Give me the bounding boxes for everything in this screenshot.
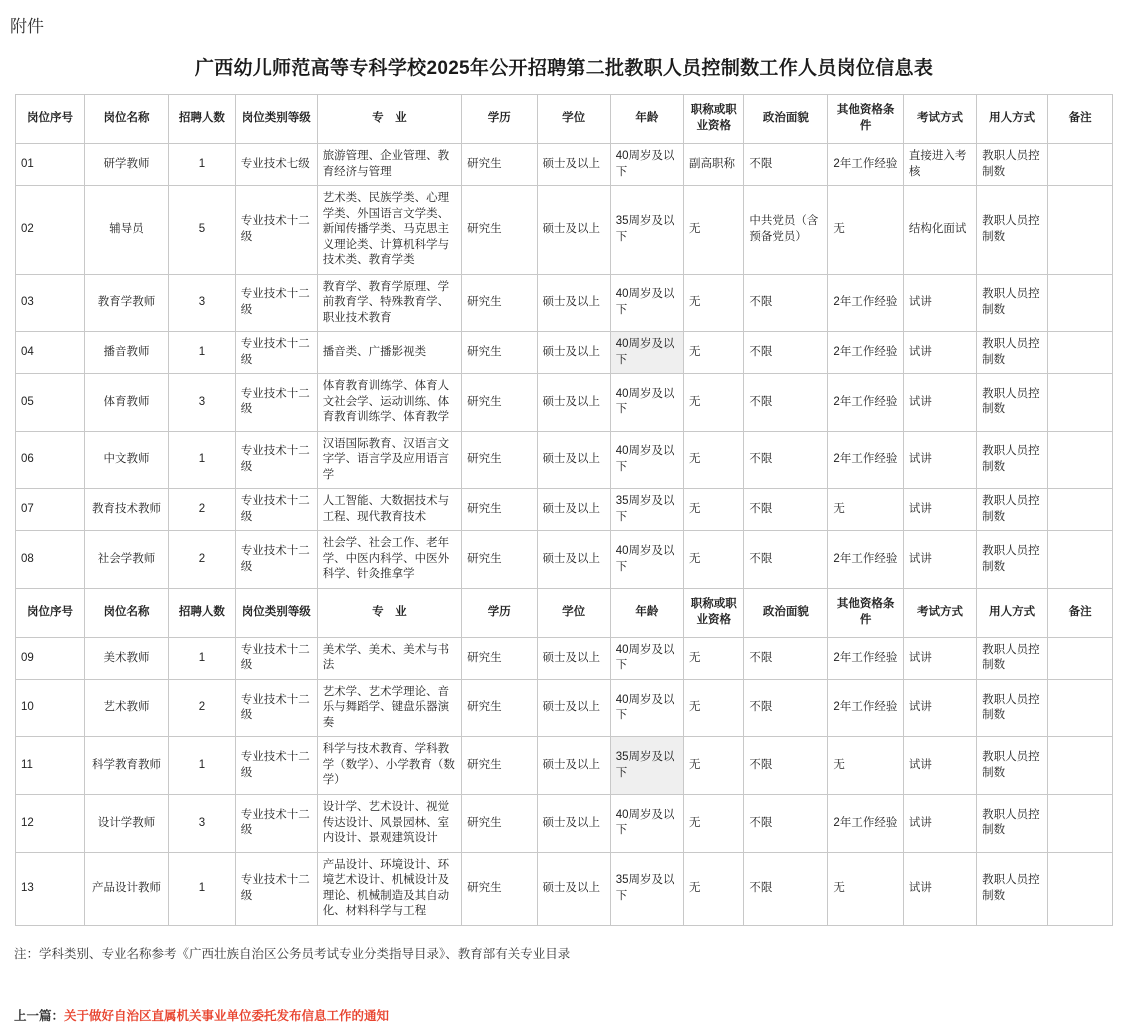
cell-degree: 硕士及以上: [537, 637, 610, 679]
cell-major: 艺术学、艺术学理论、音乐与舞蹈学、键盘乐器演奏: [317, 679, 461, 737]
cell-title-cert: 无: [684, 332, 744, 374]
col-header-post-2: 岗位名称: [84, 588, 168, 637]
cell-title-cert: 无: [684, 637, 744, 679]
cell-age: 35周岁及以下: [610, 737, 683, 795]
cell-education: 研究生: [462, 637, 537, 679]
cell-age: 40周岁及以下: [610, 144, 683, 186]
table-row: [16, 186, 1113, 275]
cell-employment: 教职人员控制数: [977, 431, 1048, 489]
table-row: [16, 274, 1113, 332]
cell-education: 研究生: [462, 794, 537, 852]
cell-exam: 试讲: [903, 531, 976, 589]
cell-major: 教育学、教育学原理、学前教育学、特殊教育学、职业技术教育: [317, 274, 461, 332]
cell-age: 40周岁及以下: [610, 274, 683, 332]
cell-politics: 不限: [744, 637, 828, 679]
cell-employment: 教职人员控制数: [977, 186, 1048, 275]
cell-degree: 硕士及以上: [537, 332, 610, 374]
cell-remark: [1048, 794, 1113, 852]
cell-exam: 试讲: [903, 489, 976, 531]
col-header-exam: 考试方式: [903, 95, 976, 144]
cell-count: 3: [169, 274, 236, 332]
cell-employment: 教职人员控制数: [977, 679, 1048, 737]
cell-other: 无: [828, 737, 903, 795]
col-header-education: 学历: [462, 95, 537, 144]
cell-post: 研学教师: [84, 144, 168, 186]
table-row: [16, 737, 1113, 795]
cell-age: 35周岁及以下: [610, 852, 683, 925]
col-header-employment: 用人方式: [977, 95, 1048, 144]
cell-level: 专业技术十二级: [235, 531, 317, 589]
cell-politics: 不限: [744, 431, 828, 489]
cell-politics: 不限: [744, 144, 828, 186]
cell-employment: 教职人员控制数: [977, 489, 1048, 531]
cell-major: 体育教育训练学、体育人文社会学、运动训练、体育教育训练学、体育教学: [317, 374, 461, 432]
cell-post: 科学教育教师: [84, 737, 168, 795]
cell-title-cert: 无: [684, 274, 744, 332]
cell-education: 研究生: [462, 186, 537, 275]
col-header-title-cert: 职称或职业资格: [684, 95, 744, 144]
cell-other: 2年工作经验: [828, 531, 903, 589]
cell-exam: 试讲: [903, 737, 976, 795]
cell-politics: 不限: [744, 274, 828, 332]
table-note: 注：学科类别、专业名称参考《广西壮族自治区公务员考试专业分类指导目录》、教育部有关专业目录: [14, 946, 571, 961]
cell-age: 40周岁及以下: [610, 332, 683, 374]
table-row: [16, 794, 1113, 852]
cell-title-cert: 无: [684, 852, 744, 925]
col-header-count: 招聘人数: [169, 95, 236, 144]
footer-navigation: [14, 1006, 1128, 1024]
col-header-level-2: 岗位类别等级: [235, 588, 317, 637]
cell-count: 3: [169, 794, 236, 852]
cell-level: 专业技术十二级: [235, 431, 317, 489]
cell-no: 10: [16, 679, 85, 737]
cell-remark: [1048, 274, 1113, 332]
cell-degree: 硕士及以上: [537, 374, 610, 432]
cell-degree: 硕士及以上: [537, 274, 610, 332]
cell-level: 专业技术十二级: [235, 794, 317, 852]
cell-post: 社会学教师: [84, 531, 168, 589]
col-header-major: 专 业: [317, 95, 461, 144]
cell-no: 06: [16, 431, 85, 489]
cell-count: 1: [169, 431, 236, 489]
table-row: [16, 852, 1113, 925]
cell-title-cert: 无: [684, 679, 744, 737]
cell-degree: 硕士及以上: [537, 431, 610, 489]
cell-title-cert: 无: [684, 531, 744, 589]
cell-count: 2: [169, 489, 236, 531]
cell-degree: 硕士及以上: [537, 186, 610, 275]
cell-remark: [1048, 679, 1113, 737]
cell-education: 研究生: [462, 144, 537, 186]
cell-count: 2: [169, 531, 236, 589]
cell-exam: 试讲: [903, 794, 976, 852]
cell-employment: 教职人员控制数: [977, 794, 1048, 852]
col-header-level: 岗位类别等级: [235, 95, 317, 144]
cell-no: 04: [16, 332, 85, 374]
cell-other: 无: [828, 489, 903, 531]
cell-degree: 硕士及以上: [537, 489, 610, 531]
table-row: [16, 431, 1113, 489]
cell-politics: 不限: [744, 852, 828, 925]
cell-count: 2: [169, 679, 236, 737]
col-header-no: 岗位序号: [16, 95, 85, 144]
cell-politics: 中共党员（含预备党员）: [744, 186, 828, 275]
cell-major: 设计学、艺术设计、视觉传达设计、风景园林、室内设计、景观建筑设计: [317, 794, 461, 852]
cell-politics: 不限: [744, 332, 828, 374]
cell-employment: 教职人员控制数: [977, 274, 1048, 332]
col-header-remark: 备注: [1048, 95, 1113, 144]
cell-employment: 教职人员控制数: [977, 637, 1048, 679]
cell-age: 40周岁及以下: [610, 794, 683, 852]
cell-title-cert: 无: [684, 431, 744, 489]
cell-remark: [1048, 144, 1113, 186]
cell-major: 播音类、广播影视类: [317, 332, 461, 374]
cell-employment: 教职人员控制数: [977, 737, 1048, 795]
cell-major: 旅游管理、企业管理、教育经济与管理: [317, 144, 461, 186]
cell-major: 艺术类、民族学类、心理学类、外国语言文学类、新闻传播学类、马克思主义理论类、计算机科学与技术类、教育学类: [317, 186, 461, 275]
cell-politics: 不限: [744, 679, 828, 737]
cell-post: 播音教师: [84, 332, 168, 374]
cell-post: 产品设计教师: [84, 852, 168, 925]
col-header-politics: 政治面貌: [744, 95, 828, 144]
cell-exam: 结构化面试: [903, 186, 976, 275]
cell-degree: 硕士及以上: [537, 144, 610, 186]
cell-post: 教育技术教师: [84, 489, 168, 531]
table-row: [16, 374, 1113, 432]
cell-politics: 不限: [744, 374, 828, 432]
cell-age: 40周岁及以下: [610, 531, 683, 589]
cell-count: 1: [169, 332, 236, 374]
cell-exam: 试讲: [903, 852, 976, 925]
cell-major: 社会学、社会工作、老年学、中医内科学、中医外科学、针灸推拿学: [317, 531, 461, 589]
cell-other: 无: [828, 186, 903, 275]
cell-exam: 试讲: [903, 637, 976, 679]
cell-other: 无: [828, 852, 903, 925]
cell-title-cert: 无: [684, 737, 744, 795]
attachment-label: 附件: [10, 17, 44, 36]
cell-education: 研究生: [462, 531, 537, 589]
cell-post: 设计学教师: [84, 794, 168, 852]
col-header-degree: 学位: [537, 95, 610, 144]
cell-post: 辅导员: [84, 186, 168, 275]
cell-other: 2年工作经验: [828, 274, 903, 332]
col-header-title-cert-2: 职称或职业资格: [684, 588, 744, 637]
cell-count: 1: [169, 637, 236, 679]
cell-remark: [1048, 332, 1113, 374]
cell-exam: 试讲: [903, 274, 976, 332]
table-row: [16, 531, 1113, 589]
cell-other: 2年工作经验: [828, 431, 903, 489]
cell-count: 1: [169, 852, 236, 925]
cell-level: 专业技术十二级: [235, 737, 317, 795]
cell-level: 专业技术十二级: [235, 637, 317, 679]
cell-no: 12: [16, 794, 85, 852]
cell-level: 专业技术十二级: [235, 489, 317, 531]
cell-education: 研究生: [462, 274, 537, 332]
cell-education: 研究生: [462, 679, 537, 737]
cell-level: 专业技术十二级: [235, 374, 317, 432]
cell-exam: 试讲: [903, 431, 976, 489]
cell-remark: [1048, 489, 1113, 531]
cell-age: 40周岁及以下: [610, 637, 683, 679]
cell-no: 03: [16, 274, 85, 332]
cell-degree: 硕士及以上: [537, 679, 610, 737]
cell-post: 艺术教师: [84, 679, 168, 737]
prev-article-label: 上一篇：: [14, 1008, 65, 1023]
cell-count: 3: [169, 374, 236, 432]
cell-level: 专业技术十二级: [235, 852, 317, 925]
col-header-education-2: 学历: [462, 588, 537, 637]
cell-major: 科学与技术教育、学科教学（数学）、小学教育（数学）: [317, 737, 461, 795]
cell-degree: 硕士及以上: [537, 531, 610, 589]
cell-remark: [1048, 737, 1113, 795]
cell-title-cert: 无: [684, 794, 744, 852]
cell-title-cert: 无: [684, 186, 744, 275]
cell-employment: 教职人员控制数: [977, 531, 1048, 589]
cell-degree: 硕士及以上: [537, 737, 610, 795]
cell-age: 40周岁及以下: [610, 679, 683, 737]
table-header-row-2: [16, 588, 1113, 637]
col-header-degree-2: 学位: [537, 588, 610, 637]
col-header-other: 其他资格条件: [828, 95, 903, 144]
cell-title-cert: 副高职称: [684, 144, 744, 186]
cell-no: 11: [16, 737, 85, 795]
cell-exam: 直接进入考核: [903, 144, 976, 186]
cell-age: 40周岁及以下: [610, 374, 683, 432]
col-header-age: 年龄: [610, 95, 683, 144]
job-positions-table: [15, 94, 1113, 926]
col-header-age-2: 年龄: [610, 588, 683, 637]
col-header-exam-2: 考试方式: [903, 588, 976, 637]
cell-age: 40周岁及以下: [610, 431, 683, 489]
cell-exam: 试讲: [903, 679, 976, 737]
cell-level: 专业技术十二级: [235, 679, 317, 737]
cell-education: 研究生: [462, 332, 537, 374]
cell-remark: [1048, 852, 1113, 925]
cell-employment: 教职人员控制数: [977, 332, 1048, 374]
cell-exam: 试讲: [903, 332, 976, 374]
table-header-row-1: [16, 95, 1113, 144]
col-header-remark-2: 备注: [1048, 588, 1113, 637]
cell-other: 2年工作经验: [828, 144, 903, 186]
cell-no: 07: [16, 489, 85, 531]
col-header-other-2: 其他资格条件: [828, 588, 903, 637]
cell-education: 研究生: [462, 374, 537, 432]
cell-age: 35周岁及以下: [610, 489, 683, 531]
col-header-employment-2: 用人方式: [977, 588, 1048, 637]
cell-other: 2年工作经验: [828, 679, 903, 737]
cell-no: 13: [16, 852, 85, 925]
cell-level: 专业技术十二级: [235, 332, 317, 374]
cell-no: 02: [16, 186, 85, 275]
cell-remark: [1048, 531, 1113, 589]
table-row: [16, 144, 1113, 186]
cell-major: 汉语国际教育、汉语言文字学、语言学及应用语言学: [317, 431, 461, 489]
table-row: [16, 637, 1113, 679]
cell-title-cert: 无: [684, 489, 744, 531]
cell-count: 5: [169, 186, 236, 275]
cell-major: 美术学、美术、美术与书法: [317, 637, 461, 679]
table-row: [16, 489, 1113, 531]
page-title: 广西幼儿师范高等专科学校2025年公开招聘第二批教职人员控制数工作人员岗位信息表: [194, 58, 934, 79]
col-header-post: 岗位名称: [84, 95, 168, 144]
table-row: [16, 679, 1113, 737]
table-body-part2: [16, 637, 1113, 925]
col-header-major-2: 专 业: [317, 588, 461, 637]
cell-politics: 不限: [744, 489, 828, 531]
cell-count: 1: [169, 144, 236, 186]
col-header-count-2: 招聘人数: [169, 588, 236, 637]
cell-remark: [1048, 637, 1113, 679]
cell-employment: 教职人员控制数: [977, 852, 1048, 925]
cell-education: 研究生: [462, 489, 537, 531]
cell-remark: [1048, 431, 1113, 489]
col-header-no-2: 岗位序号: [16, 588, 85, 637]
cell-other: 2年工作经验: [828, 637, 903, 679]
cell-no: 05: [16, 374, 85, 432]
cell-remark: [1048, 374, 1113, 432]
cell-count: 1: [169, 737, 236, 795]
cell-level: 专业技术十二级: [235, 186, 317, 275]
cell-education: 研究生: [462, 737, 537, 795]
table-row: [16, 332, 1113, 374]
cell-politics: 不限: [744, 531, 828, 589]
cell-employment: 教职人员控制数: [977, 374, 1048, 432]
cell-employment: 教职人员控制数: [977, 144, 1048, 186]
col-header-politics-2: 政治面貌: [744, 588, 828, 637]
cell-other: 2年工作经验: [828, 332, 903, 374]
cell-degree: 硕士及以上: [537, 852, 610, 925]
prev-article-link[interactable]: 关于做好自治区直属机关事业单位委托发布信息工作的通知: [64, 1008, 390, 1023]
cell-remark: [1048, 186, 1113, 275]
table-header-repeat: [16, 588, 1113, 637]
cell-age: 35周岁及以下: [610, 186, 683, 275]
cell-no: 08: [16, 531, 85, 589]
cell-post: 教育学教师: [84, 274, 168, 332]
cell-post: 中文教师: [84, 431, 168, 489]
cell-post: 体育教师: [84, 374, 168, 432]
cell-no: 09: [16, 637, 85, 679]
cell-education: 研究生: [462, 431, 537, 489]
cell-no: 01: [16, 144, 85, 186]
cell-politics: 不限: [744, 794, 828, 852]
cell-level: 专业技术十二级: [235, 274, 317, 332]
cell-degree: 硕士及以上: [537, 794, 610, 852]
cell-post: 美术教师: [84, 637, 168, 679]
cell-exam: 试讲: [903, 374, 976, 432]
cell-major: 产品设计、环境设计、环境艺术设计、机械设计及理论、机械制造及其自动化、材料科学与工程: [317, 852, 461, 925]
cell-politics: 不限: [744, 737, 828, 795]
cell-title-cert: 无: [684, 374, 744, 432]
cell-other: 2年工作经验: [828, 374, 903, 432]
table-body-part1: [16, 144, 1113, 589]
cell-level: 专业技术七级: [235, 144, 317, 186]
cell-education: 研究生: [462, 852, 537, 925]
cell-major: 人工智能、大数据技术与工程、现代教育技术: [317, 489, 461, 531]
cell-other: 2年工作经验: [828, 794, 903, 852]
